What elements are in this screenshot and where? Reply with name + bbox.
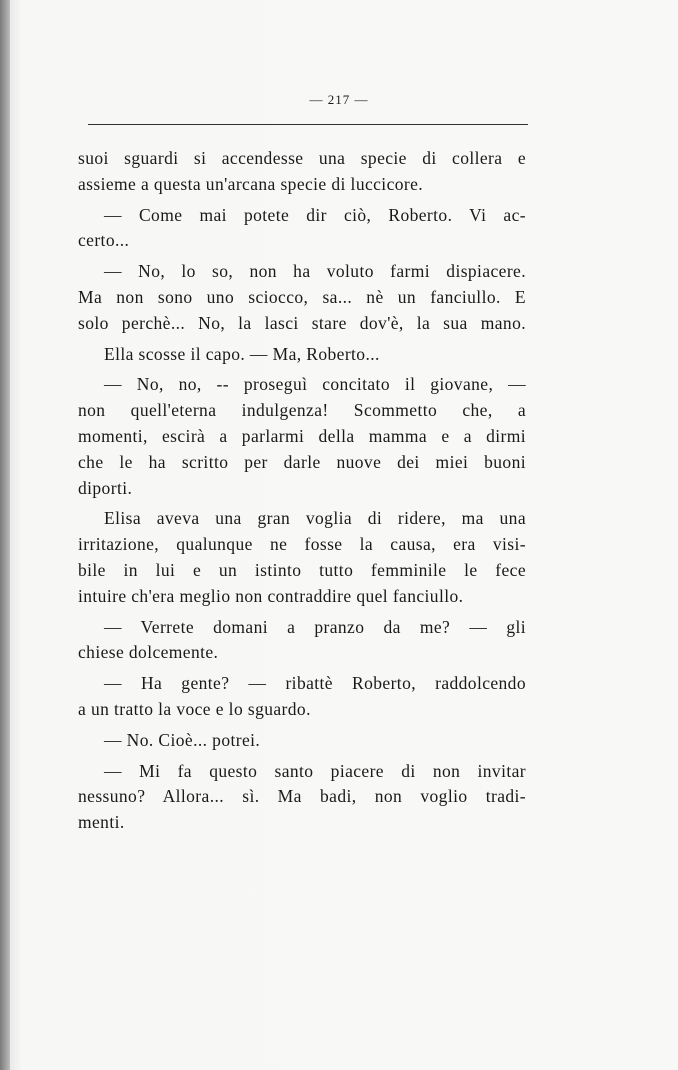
header-rule	[88, 124, 528, 125]
text-line: intuire ch'era meglio non contraddire quel fanciullo.	[78, 585, 464, 606]
text-line: suoi sguardi si accendesse una specie di collera e	[78, 148, 526, 168]
text-line: — Ha gente? — ribattè Roberto, raddolcendo	[104, 673, 526, 694]
text-line: certo...	[78, 230, 130, 251]
text-line: diporti.	[78, 477, 133, 498]
text-line: a un tratto la voce e lo sguardo.	[78, 698, 311, 719]
text-line: Ella scosse il capo. — Ma, Roberto...	[104, 343, 380, 364]
text-line: bile in lui e un istinto tutto femminile le fece	[78, 559, 526, 580]
text-line: chiese dolcemente.	[78, 642, 219, 663]
text-line: momenti, escirà a parlarmi della mamma e a dirmi	[78, 425, 526, 446]
text-line: — Mi fa questo santo piacere di non invitar	[104, 760, 526, 781]
text-line: — No, lo so, non ha voluto farmi dispiacere.	[104, 261, 526, 282]
text-line: — Come mai potete dir ciò, Roberto. Vi ac-	[104, 204, 526, 225]
text-line: irritazione, qualunque ne fosse la causa, era visi-	[78, 534, 526, 555]
text-line: Ma non sono uno sciocco, sa... nè un fanciullo. E	[78, 286, 526, 307]
text-line: che le ha scritto per darle nuove dei miei buoni	[78, 451, 526, 472]
page-spine-shadow	[0, 0, 10, 1070]
page-number: — 217 —	[309, 92, 369, 107]
text-line: — No, no, -- proseguì concitato il giovane, —	[104, 374, 526, 395]
body-text	[78, 146, 526, 836]
text-line: solo perchè... No, la lasci stare dov'è, la sua mano.	[78, 312, 526, 333]
text-line: — No. Cioè... potrei.	[104, 729, 261, 750]
text-line: menti.	[78, 812, 125, 833]
text-line: nessuno? Allora... sì. Ma badi, non voglio tradi-	[78, 786, 526, 807]
text-line: Elisa aveva una gran voglia di ridere, ma una	[104, 508, 526, 529]
text-line: non quell'eterna indulgenza! Scommetto che, a	[78, 400, 526, 421]
text-line: assieme a questa un'arcana specie di luccicore.	[78, 173, 424, 194]
text-line: — Verrete domani a pranzo da me? — gli	[104, 616, 526, 637]
